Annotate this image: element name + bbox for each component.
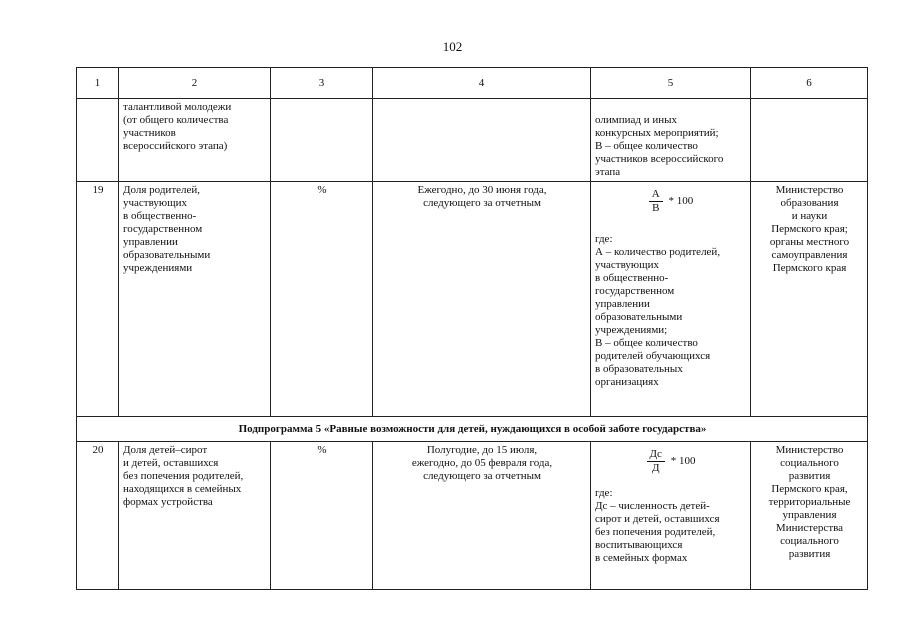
- table-row-19: [77, 182, 868, 417]
- formula-cell: [591, 442, 751, 590]
- column-header: 4: [373, 68, 591, 99]
- fraction-numerator: Дс: [647, 448, 665, 462]
- row-number: 19: [77, 182, 119, 417]
- indicator-name-cell: [119, 442, 271, 590]
- indicator-name: Доля родителей, участвующих в общественно- государственном управлении образовательными учреждениями: [123, 184, 211, 274]
- page-number: 102: [442, 39, 463, 54]
- responsible-cell: [751, 442, 868, 590]
- subprogram-row: [77, 417, 868, 442]
- fraction-multiplier: * 100: [668, 195, 694, 208]
- column-header: 2: [119, 68, 271, 99]
- fraction-denominator: В: [652, 202, 660, 214]
- fraction-numerator: А: [649, 188, 663, 202]
- table-row-20: [77, 442, 868, 590]
- column-header: 3: [271, 68, 373, 99]
- reporting-period: Полугодие, до 15 июля, ежегодно, до 05 февраля года, следующего за отчетным: [411, 444, 553, 482]
- indicator-name-cell: [119, 182, 271, 417]
- formula-cell: [591, 99, 751, 182]
- responsible-cell: [751, 182, 868, 417]
- column-header: 1: [77, 68, 119, 99]
- reporting-period: Ежегодно, до 30 июня года, следующего за отчетным: [417, 184, 547, 209]
- formula-text: где: Дс – численность детей- сирот и детей, оставшихся без попечения родителей, воспитывающихся в семейных формах: [595, 487, 720, 564]
- formula-expression: [595, 184, 747, 233]
- formula-expression: [595, 444, 747, 487]
- period-cell: [373, 442, 591, 590]
- responsible-cell: [751, 99, 868, 182]
- fraction: [647, 448, 665, 475]
- indicator-name: талантливой молодежи (от общего количества участников всероссийского этапа): [123, 101, 232, 152]
- fraction: [649, 188, 663, 215]
- table-row-continuation: [77, 99, 868, 182]
- indicator-name: Доля детей–сирот и детей, оставшихся без попечения родителей, находящихся в семейных формах устройства: [123, 444, 244, 508]
- unit-cell: [271, 99, 373, 182]
- column-header: 6: [751, 68, 868, 99]
- row-number-cell: [77, 99, 119, 182]
- indicators-table: [76, 67, 868, 590]
- responsible-body: Министерство социального развития Пермского края, территориальные управления Министерства социального развития: [768, 444, 851, 560]
- column-header: 5: [591, 68, 751, 99]
- unit: %: [271, 182, 373, 417]
- period-cell: [373, 99, 591, 182]
- row-number: 20: [77, 442, 119, 590]
- period-cell: [373, 182, 591, 417]
- formula-text: олимпиад и иных конкурсных мероприятий; В – общее количество участников всероссийского этапа: [595, 114, 724, 178]
- indicator-name-cell: [119, 99, 271, 182]
- formula-cell: [591, 182, 751, 417]
- unit: %: [271, 442, 373, 590]
- fraction-denominator: Д: [651, 462, 660, 474]
- responsible-body: Министерство образования и науки Пермского края; органы местного самоуправления Пермского края: [769, 184, 850, 274]
- formula-text: где: А – количество родителей, участвующих в общественно- государственном управлении образовательными учреждениями; В – общее количество родителей обучающихся в образовательных организациях: [595, 233, 721, 388]
- subprogram-title: Подпрограмма 5 «Равные возможности для детей, нуждающихся в особой заботе государства»: [77, 417, 868, 442]
- fraction-multiplier: * 100: [670, 455, 696, 468]
- column-header-row: [77, 68, 868, 99]
